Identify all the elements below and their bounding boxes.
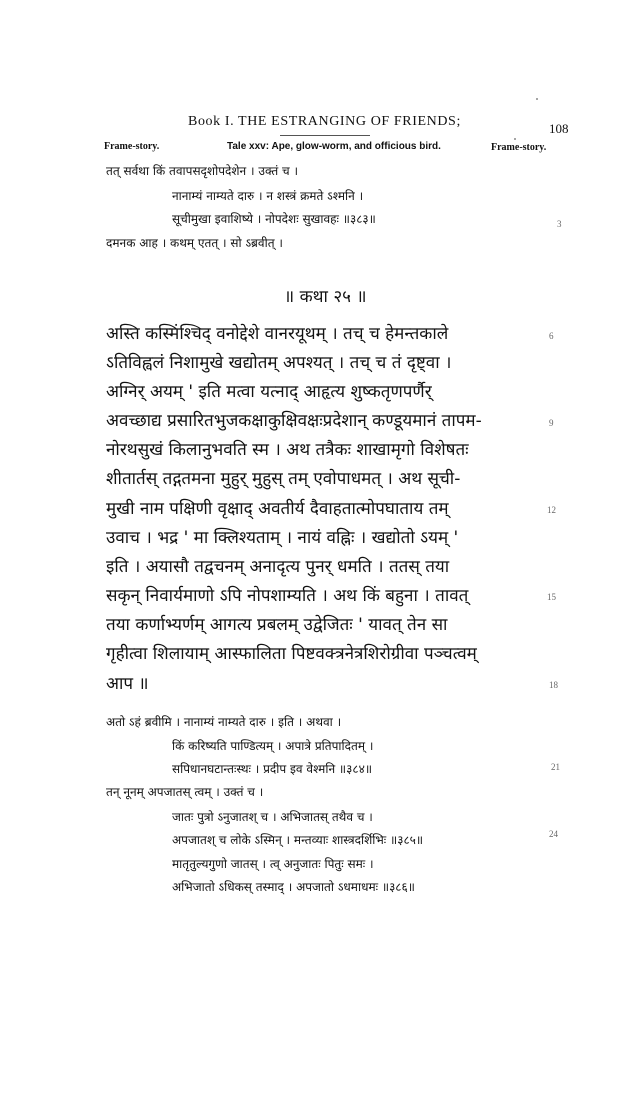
story-line: ऽतिविह्वलं निशामुखे खद्योतम् अपश्यत् । तच् च तं दृष्ट्वा । xyxy=(106,353,452,373)
page-number: 108 xyxy=(549,121,569,136)
header-rule xyxy=(280,135,370,136)
scan-speck xyxy=(536,98,538,100)
tale-subtitle: Tale xxv: Ape, glow-worm, and officious bird. xyxy=(227,141,441,152)
margin-line-number: 9 xyxy=(549,418,554,428)
margin-line-number: 15 xyxy=(547,592,556,602)
story-line: अग्निर् अयम् ' इति मत्वा यत्नाद् आहृत्य शुष्कतृणपर्णैर् xyxy=(106,382,432,402)
scan-speck xyxy=(514,138,516,140)
margin-line-number: 3 xyxy=(557,219,562,229)
margin-line-number: 6 xyxy=(549,331,554,341)
story-line: मुखी नाम पक्षिणी वृक्षाद् अवतीर्य दैवाहतात्मोपघाताय तम् xyxy=(106,499,449,519)
verse-line: नानाम्यं नाम्यते दारु । न शस्त्रं क्रमते ऽश्मनि । xyxy=(172,189,364,203)
story-line: अस्ति कस्मिंश्चिद् वनोद्देशे वानरयूथम् । तच् च हेमन्तकाले xyxy=(106,324,449,344)
margin-line-number: 12 xyxy=(547,505,556,515)
margin-line-number: 21 xyxy=(551,762,560,772)
margin-line-number: 18 xyxy=(549,680,558,690)
verse-line: अपजातश् च लोके ऽस्मिन् । मन्तव्याः शास्त्रदर्शिभिः ॥३८५॥ xyxy=(172,833,424,847)
section-label-right: Frame-story. xyxy=(491,142,547,153)
prose-line: अतो ऽहं ब्रवीमि । नानाम्यं नाम्यते दारु । इति । अथवा । xyxy=(106,715,342,729)
margin-line-number: 24 xyxy=(549,829,558,839)
story-line: नोरथसुखं किलानुभवति स्म । अथ तत्रैकः शाखामृगो विशेषतः xyxy=(106,440,469,460)
story-line: आप ॥ xyxy=(106,674,149,694)
prose-line: तन् नूनम् अपजातस् त्वम् । उक्तं च । xyxy=(106,785,264,799)
verse-line: सूचीमुखा इवाशिष्ये । नोपदेशः सुखावहः ॥३८३॥ xyxy=(172,212,376,226)
story-line: शीतार्तस् तद्गतमना मुहुर् मुहुस् तम् एवोपाधमत् । अथ सूची- xyxy=(106,469,461,489)
verse-line: जातः पुत्रो ऽनुजातश् च । अभिजातस् तथैव च । xyxy=(172,810,373,824)
verse-line: किं करिष्यति पाण्डित्यम् । अपात्रे प्रतिपादितम् । xyxy=(172,739,374,753)
verse-line: मातृतुल्यगुणो जातस् । त्व् अनुजातः पितुः समः । xyxy=(172,857,374,871)
prose-line: तत् सर्वथा किं तवापसदृशोपदेशेन । उक्तं च । xyxy=(106,164,299,178)
story-line: उवाच । भद्र ' मा क्लिश्यताम् । नायं वह्निः । खद्योतो ऽयम् ' xyxy=(106,528,459,548)
story-line: सकृन् निवार्यमाणो ऽपि नोपशाम्यति । अथ किं बहुना । तावत् xyxy=(106,586,469,606)
story-line: अवच्छाद्य प्रसारितभुजकक्षाकुक्षिवक्षःप्रदेशान् कण्डूयमानं तापम- xyxy=(106,411,482,431)
verse-line: अभिजातो ऽधिकस् तस्माद् । अपजातो ऽधमाधमः ॥३८६॥ xyxy=(172,880,415,894)
prose-line: दमनक आह । कथम् एतत् । सो ऽब्रवीत् । xyxy=(106,236,283,250)
story-line: इति । अयासौ तद्वचनम् अनादृत्य पुनर् धमति । ततस् तया xyxy=(106,557,450,577)
story-line: तया कर्णाभ्यर्णम् आगत्य प्रबलम् उद्वेजितः ' यावत् तेन सा xyxy=(106,615,448,635)
story-line: गृहीत्वा शिलायाम् आस्फालिता पिष्टवक्त्रनेत्रशिरोग्रीवा पञ्चत्वम् xyxy=(106,644,477,664)
story-heading: ॥ कथा २५ ॥ xyxy=(284,287,367,307)
section-label-left: Frame-story. xyxy=(104,141,160,152)
running-header-title: Book I. THE ESTRANGING OF FRIENDS; xyxy=(188,114,461,129)
verse-line: सपिधानघटान्तःस्थः । प्रदीप इव वेश्मनि ॥३८४॥ xyxy=(172,762,373,776)
